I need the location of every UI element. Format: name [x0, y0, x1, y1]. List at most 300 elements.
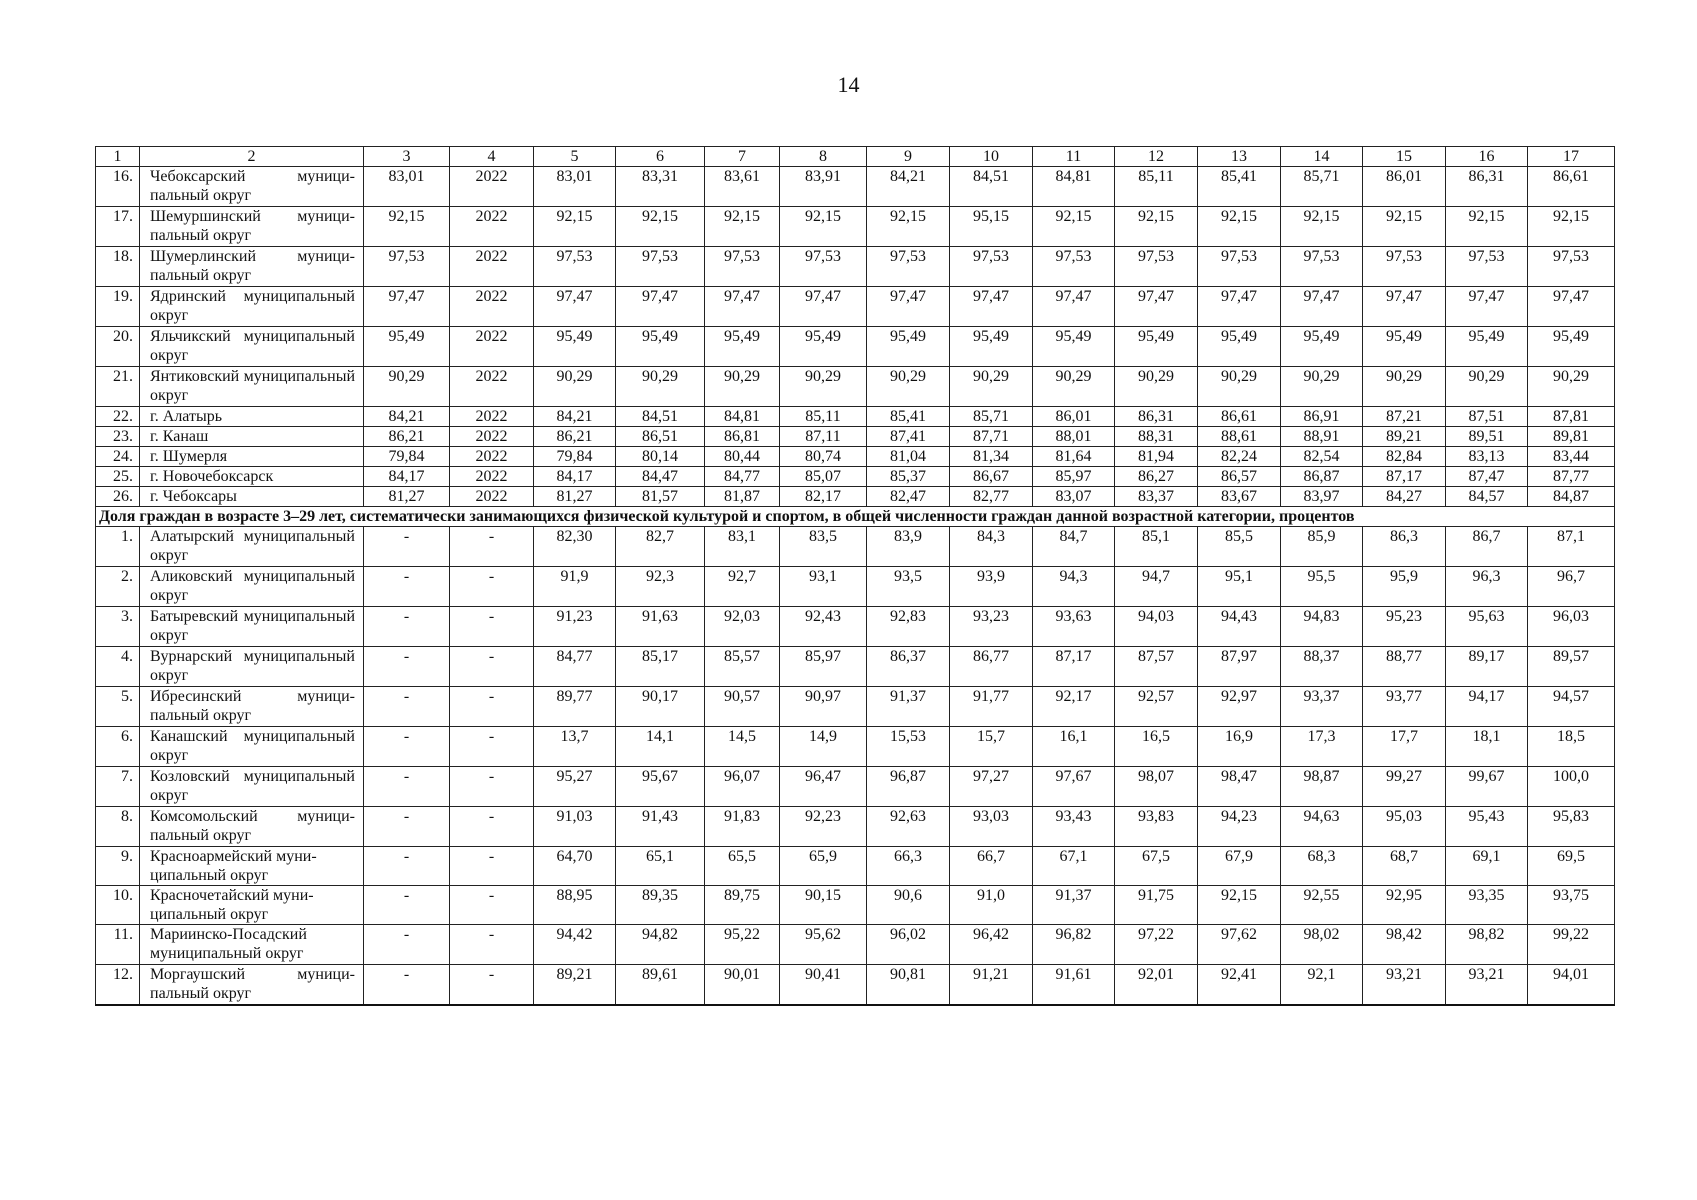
- value-cell: 90,29: [1446, 367, 1528, 407]
- value-cell: 98,82: [1446, 925, 1528, 965]
- value-cell: 86,61: [1528, 167, 1615, 207]
- district-name: Яльчикский муниципальный округ: [140, 327, 364, 367]
- value-cell: 2022: [450, 447, 534, 467]
- value-cell: 94,43: [1198, 607, 1281, 647]
- value-cell: 2022: [450, 487, 534, 507]
- value-cell: 94,17: [1446, 687, 1528, 727]
- value-cell: 88,77: [1363, 647, 1446, 687]
- value-cell: 95,63: [1446, 607, 1528, 647]
- value-cell: 2022: [450, 287, 534, 327]
- value-cell: 91,83: [705, 807, 780, 847]
- value-cell: 93,43: [1033, 807, 1115, 847]
- row-number: 1.: [96, 527, 140, 567]
- value-cell: 81,57: [616, 487, 705, 507]
- value-cell: 95,49: [1198, 327, 1281, 367]
- value-cell: 97,53: [1528, 247, 1615, 287]
- value-cell: 88,31: [1115, 427, 1198, 447]
- value-cell: 85,11: [1115, 167, 1198, 207]
- value-cell: -: [364, 886, 450, 925]
- column-number: 2: [140, 147, 364, 167]
- value-cell: 97,53: [1115, 247, 1198, 287]
- value-cell: 93,21: [1446, 965, 1528, 1006]
- value-cell: 81,04: [867, 447, 950, 467]
- value-cell: 67,1: [1033, 847, 1115, 886]
- district-name: Шумерлинский муниципальный округ: [140, 247, 364, 287]
- value-cell: 90,81: [867, 965, 950, 1006]
- value-cell: 90,57: [705, 687, 780, 727]
- value-cell: 87,41: [867, 427, 950, 447]
- row-number: 12.: [96, 965, 140, 1006]
- value-cell: 94,63: [1281, 807, 1363, 847]
- row-number: 18.: [96, 247, 140, 287]
- value-cell: 89,61: [616, 965, 705, 1006]
- district-name: г. Канаш: [140, 427, 364, 447]
- district-name: Вурнарский муниципальный округ: [140, 647, 364, 687]
- value-cell: 86,91: [1281, 407, 1363, 427]
- value-cell: 93,35: [1446, 886, 1528, 925]
- value-cell: 97,47: [1033, 287, 1115, 327]
- value-cell: 16,9: [1198, 727, 1281, 767]
- value-cell: 87,47: [1446, 467, 1528, 487]
- table-row: [96, 487, 1615, 507]
- value-cell: 93,9: [950, 567, 1033, 607]
- value-cell: 86,7: [1446, 527, 1528, 567]
- value-cell: 96,7: [1528, 567, 1615, 607]
- column-number: 7: [705, 147, 780, 167]
- value-cell: 90,29: [867, 367, 950, 407]
- value-cell: 91,37: [867, 687, 950, 727]
- value-cell: 90,29: [1033, 367, 1115, 407]
- value-cell: 94,01: [1528, 965, 1615, 1006]
- value-cell: 82,47: [867, 487, 950, 507]
- value-cell: 97,53: [705, 247, 780, 287]
- value-cell: 68,3: [1281, 847, 1363, 886]
- value-cell: 97,53: [534, 247, 616, 287]
- value-cell: 90,29: [780, 367, 867, 407]
- value-cell: 84,27: [1363, 487, 1446, 507]
- value-cell: 90,17: [616, 687, 705, 727]
- value-cell: -: [364, 727, 450, 767]
- value-cell: 95,49: [867, 327, 950, 367]
- value-cell: 84,51: [616, 407, 705, 427]
- district-name: Чебоксарский муниципальный округ: [140, 167, 364, 207]
- table-row: [96, 527, 1615, 567]
- district-name: Моргаушский муниципальный округ: [140, 965, 364, 1006]
- value-cell: 94,3: [1033, 567, 1115, 607]
- row-number: 11.: [96, 925, 140, 965]
- value-cell: 90,29: [1198, 367, 1281, 407]
- value-cell: 87,77: [1528, 467, 1615, 487]
- section-title: Доля граждан в возрасте 3–29 лет, систематически занимающихся физической культурой и спортом, в общей численности граждан данной возрастной категории, процентов: [96, 507, 1615, 527]
- value-cell: 82,17: [780, 487, 867, 507]
- value-cell: 80,74: [780, 447, 867, 467]
- value-cell: -: [450, 727, 534, 767]
- value-cell: 99,22: [1528, 925, 1615, 965]
- value-cell: 90,01: [705, 965, 780, 1006]
- value-cell: 83,97: [1281, 487, 1363, 507]
- value-cell: 83,1: [705, 527, 780, 567]
- row-number: 2.: [96, 567, 140, 607]
- value-cell: -: [450, 527, 534, 567]
- value-cell: 81,94: [1115, 447, 1198, 467]
- value-cell: 82,24: [1198, 447, 1281, 467]
- value-cell: 92,7: [705, 567, 780, 607]
- district-name: г. Чебоксары: [140, 487, 364, 507]
- row-number: 9.: [96, 847, 140, 886]
- value-cell: 87,11: [780, 427, 867, 447]
- value-cell: -: [364, 567, 450, 607]
- value-cell: 2022: [450, 427, 534, 447]
- value-cell: 82,84: [1363, 447, 1446, 467]
- value-cell: 84,77: [534, 647, 616, 687]
- value-cell: 85,9: [1281, 527, 1363, 567]
- column-number: 13: [1198, 147, 1281, 167]
- value-cell: 67,9: [1198, 847, 1281, 886]
- district-name: Красночетайский муниципальный округ: [140, 886, 364, 925]
- value-cell: 95,03: [1363, 807, 1446, 847]
- value-cell: 95,49: [1033, 327, 1115, 367]
- value-cell: 91,21: [950, 965, 1033, 1006]
- table-row: [96, 287, 1615, 327]
- value-cell: 65,9: [780, 847, 867, 886]
- page-number: 14: [837, 72, 860, 97]
- value-cell: 87,57: [1115, 647, 1198, 687]
- row-number: 25.: [96, 467, 140, 487]
- value-cell: 93,5: [867, 567, 950, 607]
- column-number: 1: [96, 147, 140, 167]
- value-cell: 84,21: [364, 407, 450, 427]
- district-name: Шемуршинский муниципальный округ: [140, 207, 364, 247]
- value-cell: 64,70: [534, 847, 616, 886]
- value-cell: 17,3: [1281, 727, 1363, 767]
- value-cell: 92,15: [534, 207, 616, 247]
- value-cell: 86,01: [1033, 407, 1115, 427]
- value-cell: 92,41: [1198, 965, 1281, 1006]
- value-cell: 95,9: [1363, 567, 1446, 607]
- value-cell: 94,83: [1281, 607, 1363, 647]
- value-cell: 82,7: [616, 527, 705, 567]
- value-cell: 83,9: [867, 527, 950, 567]
- value-cell: 2022: [450, 247, 534, 287]
- value-cell: 93,75: [1528, 886, 1615, 925]
- value-cell: 65,5: [705, 847, 780, 886]
- value-cell: 92,3: [616, 567, 705, 607]
- value-cell: 83,5: [780, 527, 867, 567]
- value-cell: 92,15: [867, 207, 950, 247]
- value-cell: 90,29: [950, 367, 1033, 407]
- value-cell: 92,15: [1363, 207, 1446, 247]
- value-cell: 89,57: [1528, 647, 1615, 687]
- value-cell: 96,3: [1446, 567, 1528, 607]
- value-cell: 95,49: [1115, 327, 1198, 367]
- value-cell: -: [364, 847, 450, 886]
- value-cell: 95,49: [534, 327, 616, 367]
- value-cell: 86,51: [616, 427, 705, 447]
- value-cell: 85,07: [780, 467, 867, 487]
- value-cell: 91,9: [534, 567, 616, 607]
- value-cell: 82,54: [1281, 447, 1363, 467]
- value-cell: 91,23: [534, 607, 616, 647]
- value-cell: 18,5: [1528, 727, 1615, 767]
- value-cell: 81,34: [950, 447, 1033, 467]
- value-cell: -: [364, 527, 450, 567]
- table-row: [96, 367, 1615, 407]
- value-cell: 86,01: [1363, 167, 1446, 207]
- value-cell: 81,27: [364, 487, 450, 507]
- value-cell: 85,97: [1033, 467, 1115, 487]
- value-cell: 92,97: [1198, 687, 1281, 727]
- value-cell: 92,15: [616, 207, 705, 247]
- value-cell: 86,3: [1363, 527, 1446, 567]
- value-cell: -: [364, 647, 450, 687]
- value-cell: 94,7: [1115, 567, 1198, 607]
- value-cell: 15,53: [867, 727, 950, 767]
- value-cell: 87,17: [1033, 647, 1115, 687]
- value-cell: 92,95: [1363, 886, 1446, 925]
- value-cell: 97,47: [1198, 287, 1281, 327]
- value-cell: 18,1: [1446, 727, 1528, 767]
- value-cell: 84,3: [950, 527, 1033, 567]
- column-number: 6: [616, 147, 705, 167]
- value-cell: 84,57: [1446, 487, 1528, 507]
- value-cell: 2022: [450, 367, 534, 407]
- column-number: 4: [450, 147, 534, 167]
- table-row: [96, 767, 1615, 807]
- value-cell: 92,15: [1198, 886, 1281, 925]
- value-cell: 94,82: [616, 925, 705, 965]
- value-cell: -: [364, 925, 450, 965]
- value-cell: -: [450, 647, 534, 687]
- value-cell: 95,67: [616, 767, 705, 807]
- row-number: 8.: [96, 807, 140, 847]
- value-cell: 88,61: [1198, 427, 1281, 447]
- value-cell: 89,75: [705, 886, 780, 925]
- value-cell: 85,71: [950, 407, 1033, 427]
- district-name: Алатырский муниципальный округ: [140, 527, 364, 567]
- district-name: г. Новочебоксарск: [140, 467, 364, 487]
- value-cell: 95,23: [1363, 607, 1446, 647]
- value-cell: 87,71: [950, 427, 1033, 447]
- value-cell: 98,47: [1198, 767, 1281, 807]
- table-row: [96, 167, 1615, 207]
- value-cell: 93,03: [950, 807, 1033, 847]
- value-cell: 92,15: [1446, 207, 1528, 247]
- value-cell: 95,83: [1528, 807, 1615, 847]
- value-cell: 97,47: [1281, 287, 1363, 327]
- value-cell: 97,53: [780, 247, 867, 287]
- district-name: Канашский муниципальный округ: [140, 727, 364, 767]
- value-cell: 92,57: [1115, 687, 1198, 727]
- value-cell: 87,81: [1528, 407, 1615, 427]
- value-cell: 86,21: [364, 427, 450, 447]
- value-cell: 97,53: [1446, 247, 1528, 287]
- value-cell: 83,91: [780, 167, 867, 207]
- value-cell: 85,97: [780, 647, 867, 687]
- value-cell: 95,49: [780, 327, 867, 367]
- value-cell: 86,21: [534, 427, 616, 447]
- value-cell: 83,61: [705, 167, 780, 207]
- table-row: [96, 567, 1615, 607]
- value-cell: 86,67: [950, 467, 1033, 487]
- value-cell: 92,17: [1033, 687, 1115, 727]
- row-number: 23.: [96, 427, 140, 447]
- value-cell: 97,47: [1363, 287, 1446, 327]
- value-cell: 86,77: [950, 647, 1033, 687]
- value-cell: 84,21: [867, 167, 950, 207]
- district-name: Ибресинский муниципальный округ: [140, 687, 364, 727]
- value-cell: 2022: [450, 167, 534, 207]
- value-cell: 93,63: [1033, 607, 1115, 647]
- value-cell: 96,42: [950, 925, 1033, 965]
- value-cell: 87,21: [1363, 407, 1446, 427]
- value-cell: 89,17: [1446, 647, 1528, 687]
- section-row: [96, 507, 1615, 527]
- value-cell: 2022: [450, 207, 534, 247]
- district-name: Ядринский муниципальный округ: [140, 287, 364, 327]
- value-cell: 93,1: [780, 567, 867, 607]
- value-cell: 91,0: [950, 886, 1033, 925]
- value-cell: 86,81: [705, 427, 780, 447]
- value-cell: 95,62: [780, 925, 867, 965]
- value-cell: 14,5: [705, 727, 780, 767]
- table-row: [96, 467, 1615, 487]
- table-row: [96, 727, 1615, 767]
- value-cell: 84,17: [364, 467, 450, 487]
- value-cell: 82,30: [534, 527, 616, 567]
- table-row: [96, 886, 1615, 925]
- table-row: [96, 207, 1615, 247]
- value-cell: -: [364, 767, 450, 807]
- value-cell: -: [364, 687, 450, 727]
- value-cell: 97,67: [1033, 767, 1115, 807]
- value-cell: -: [450, 607, 534, 647]
- row-number: 26.: [96, 487, 140, 507]
- value-cell: 2022: [450, 467, 534, 487]
- value-cell: 93,77: [1363, 687, 1446, 727]
- value-cell: 82,77: [950, 487, 1033, 507]
- value-cell: 98,07: [1115, 767, 1198, 807]
- column-number: 10: [950, 147, 1033, 167]
- value-cell: 95,49: [364, 327, 450, 367]
- value-cell: 84,21: [534, 407, 616, 427]
- value-cell: 89,51: [1446, 427, 1528, 447]
- row-number: 22.: [96, 407, 140, 427]
- district-name: Янтиковский муниципальный округ: [140, 367, 364, 407]
- value-cell: 90,29: [616, 367, 705, 407]
- value-cell: 90,41: [780, 965, 867, 1006]
- district-name: Батыревский муниципальный округ: [140, 607, 364, 647]
- value-cell: 95,22: [705, 925, 780, 965]
- row-number: 3.: [96, 607, 140, 647]
- value-cell: 16,1: [1033, 727, 1115, 767]
- value-cell: 83,07: [1033, 487, 1115, 507]
- value-cell: 89,35: [616, 886, 705, 925]
- value-cell: -: [450, 567, 534, 607]
- value-cell: 86,27: [1115, 467, 1198, 487]
- value-cell: -: [364, 807, 450, 847]
- value-cell: 93,37: [1281, 687, 1363, 727]
- value-cell: 84,81: [1033, 167, 1115, 207]
- value-cell: 86,61: [1198, 407, 1281, 427]
- column-number: 16: [1446, 147, 1528, 167]
- value-cell: 14,1: [616, 727, 705, 767]
- value-cell: 95,49: [1446, 327, 1528, 367]
- district-name: Аликовский муниципальный округ: [140, 567, 364, 607]
- value-cell: 90,29: [1115, 367, 1198, 407]
- column-number: 9: [867, 147, 950, 167]
- value-cell: -: [364, 607, 450, 647]
- value-cell: 83,01: [364, 167, 450, 207]
- value-cell: 95,15: [950, 207, 1033, 247]
- value-cell: 85,5: [1198, 527, 1281, 567]
- value-cell: 84,87: [1528, 487, 1615, 507]
- value-cell: 97,53: [950, 247, 1033, 287]
- value-cell: 97,47: [1115, 287, 1198, 327]
- value-cell: 92,15: [1198, 207, 1281, 247]
- value-cell: 94,23: [1198, 807, 1281, 847]
- value-cell: 14,9: [780, 727, 867, 767]
- value-cell: 89,21: [534, 965, 616, 1006]
- value-cell: 83,37: [1115, 487, 1198, 507]
- value-cell: 81,64: [1033, 447, 1115, 467]
- value-cell: 90,29: [705, 367, 780, 407]
- column-number: 5: [534, 147, 616, 167]
- row-number: 17.: [96, 207, 140, 247]
- table-row: [96, 687, 1615, 727]
- value-cell: 87,51: [1446, 407, 1528, 427]
- column-number: 11: [1033, 147, 1115, 167]
- value-cell: 89,21: [1363, 427, 1446, 447]
- value-cell: 98,42: [1363, 925, 1446, 965]
- value-cell: 91,43: [616, 807, 705, 847]
- value-cell: 96,02: [867, 925, 950, 965]
- district-name: г. Шумерля: [140, 447, 364, 467]
- value-cell: 83,44: [1528, 447, 1615, 467]
- value-cell: 87,97: [1198, 647, 1281, 687]
- value-cell: 16,5: [1115, 727, 1198, 767]
- column-number: 14: [1281, 147, 1363, 167]
- value-cell: 84,17: [534, 467, 616, 487]
- table-row: [96, 447, 1615, 467]
- table-row: [96, 327, 1615, 367]
- table-row: [96, 847, 1615, 886]
- value-cell: 90,29: [534, 367, 616, 407]
- value-cell: 92,15: [1281, 207, 1363, 247]
- value-cell: 86,37: [867, 647, 950, 687]
- value-cell: 66,7: [950, 847, 1033, 886]
- value-cell: 88,95: [534, 886, 616, 925]
- value-cell: 13,7: [534, 727, 616, 767]
- value-cell: 85,71: [1281, 167, 1363, 207]
- indicator-table: [95, 146, 1615, 1006]
- value-cell: 83,01: [534, 167, 616, 207]
- column-number-row: [96, 147, 1615, 167]
- value-cell: 83,67: [1198, 487, 1281, 507]
- value-cell: 100,0: [1528, 767, 1615, 807]
- value-cell: 95,5: [1281, 567, 1363, 607]
- value-cell: 65,1: [616, 847, 705, 886]
- value-cell: 91,75: [1115, 886, 1198, 925]
- value-cell: 79,84: [364, 447, 450, 467]
- value-cell: 92,1: [1281, 965, 1363, 1006]
- value-cell: 97,53: [1033, 247, 1115, 287]
- value-cell: 95,49: [1363, 327, 1446, 367]
- value-cell: 88,91: [1281, 427, 1363, 447]
- value-cell: 89,81: [1528, 427, 1615, 447]
- value-cell: 84,81: [705, 407, 780, 427]
- value-cell: -: [450, 965, 534, 1006]
- value-cell: 81,27: [534, 487, 616, 507]
